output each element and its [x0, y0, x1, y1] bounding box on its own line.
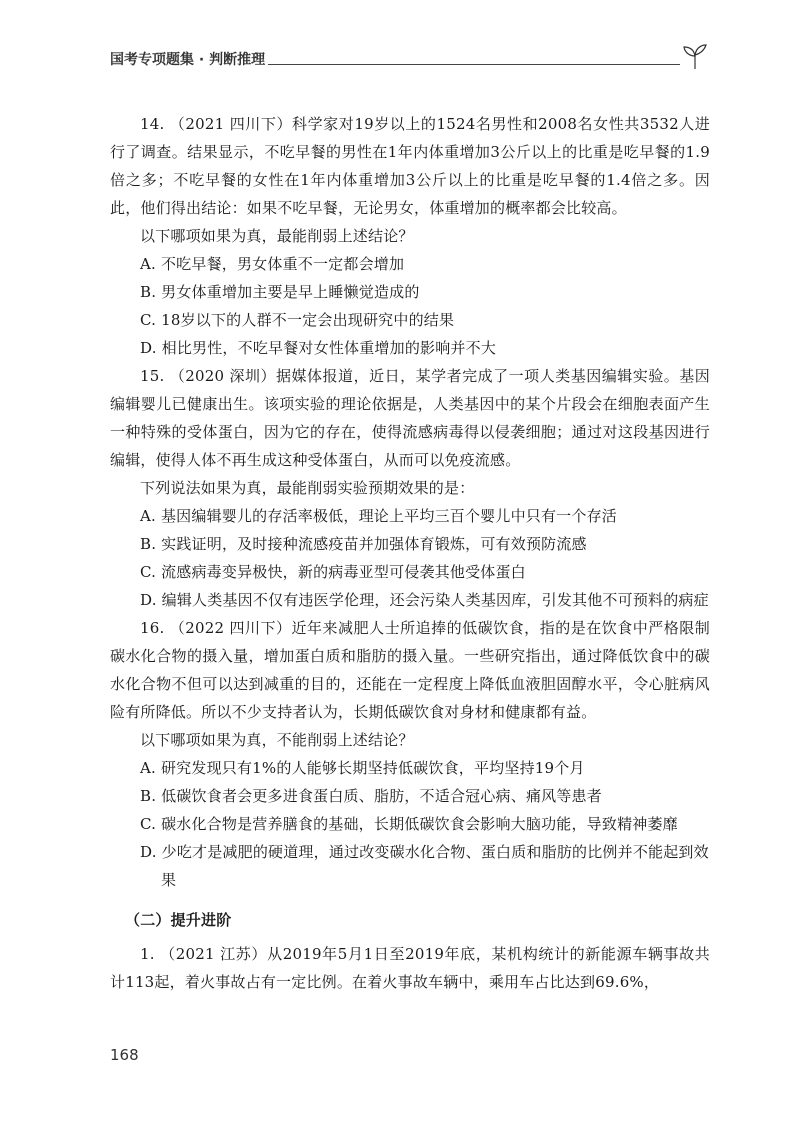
question-stem: 14. （2021 四川下）科学家对19岁以上的1524名男性和2008名女性共3532人进行了调查。结果显示，不吃早餐的男性在1年内体重增加3公斤以上的比重是吃早餐的1.9倍之多；不吃早餐的女性在1年内体重增加3公斤以上的比重是吃早餐的1.4倍之多。因此，他们得出结论：如果不吃早餐，无论男女，体重增加的概率都会比较高。	[110, 115, 710, 217]
running-header	[110, 50, 710, 74]
question-prompt: 以下哪项如果为真，不能削弱上述结论？	[140, 731, 414, 749]
header-title: 国考专项题集 · 判断推理	[110, 52, 266, 68]
question-1	[110, 940, 710, 996]
question-14	[110, 110, 710, 362]
option-d: D. 相比男性，不吃早餐对女性体重增加的影响并不大	[140, 339, 497, 357]
option-c: C. 18岁以下的人群不一定会出现研究中的结果	[140, 311, 455, 329]
option-a: A. 不吃早餐，男女体重不一定都会增加	[140, 255, 405, 273]
option-b: B. 男女体重增加主要是早上睡懒觉造成的	[140, 283, 420, 301]
question-stem: 1. （2021 江苏）从2019年5月1日至2019年底，某机构统计的新能源车辆事故共计113起，着火事故占有一定比例。在着火事故车辆中，乘用车占比达到69.6%，	[110, 945, 710, 991]
option-b: B. 低碳饮食者会更多进食蛋白质、脂肪，不适合冠心病、痛风等患者	[140, 787, 602, 805]
question-16	[110, 614, 710, 894]
page-number: 168	[110, 1046, 139, 1064]
option-c: C. 流感病毒变异极快，新的病毒亚型可侵袭其他受体蛋白	[140, 563, 526, 581]
question-stem: 16. （2022 四川下）近年来减肥人士所追捧的低碳饮食，指的是在饮食中严格限制碳水化合物的摄入量，增加蛋白质和脂肪的摄入量。一些研究指出，通过降低饮食中的碳水化合物不但可以达到减重的目的，还能在一定程度上降低血液胆固醇水平，令心脏病风险有所降低。所以不少支持者认为，长期低碳饮食对身材和健康都有益。	[110, 619, 710, 721]
question-15	[110, 362, 710, 614]
header-rule	[268, 64, 680, 65]
section-heading: （二）提升进阶	[125, 911, 232, 929]
option-a: A. 基因编辑婴儿的存活率极低，理论上平均三百个婴儿中只有一个存活	[140, 507, 617, 525]
question-prompt: 以下哪项如果为真，最能削弱上述结论？	[140, 227, 414, 245]
question-stem: 15. （2020 深圳）据媒体报道，近日，某学者完成了一项人类基因编辑实验。基因编辑婴儿已健康出生。该项实验的理论依据是，人类基因中的某个片段会在细胞表面产生一种特殊的受体蛋白，因为它的存在，使得流感病毒得以侵袭细胞；通过对这段基因进行编辑，使得人体不再生成这种受体蛋白，从而可以免疫流感。	[110, 367, 710, 469]
option-d: D. 编辑人类基因不仅有违医学伦理，还会污染人类基因库，引发其他不可预料的病症	[140, 591, 709, 609]
option-c: C. 碳水化合物是营养膳食的基础，长期低碳饮食会影响大脑功能，导致精神萎靡	[140, 815, 678, 833]
sprout-icon	[680, 44, 710, 70]
question-prompt: 下列说法如果为真，最能削弱实验预期效果的是：	[140, 479, 475, 497]
option-a: A. 研究发现只有1%的人能够长期坚持低碳饮食，平均坚持19个月	[140, 759, 585, 777]
option-d: D. 少吃才是减肥的硬道理，通过改变碳水化合物、蛋白质和脂肪的比例并不能起到效果	[140, 843, 709, 889]
option-b: B. 实践证明，及时接种流感疫苗并加强体育锻炼，可有效预防流感	[140, 535, 587, 553]
page-content	[110, 110, 710, 996]
